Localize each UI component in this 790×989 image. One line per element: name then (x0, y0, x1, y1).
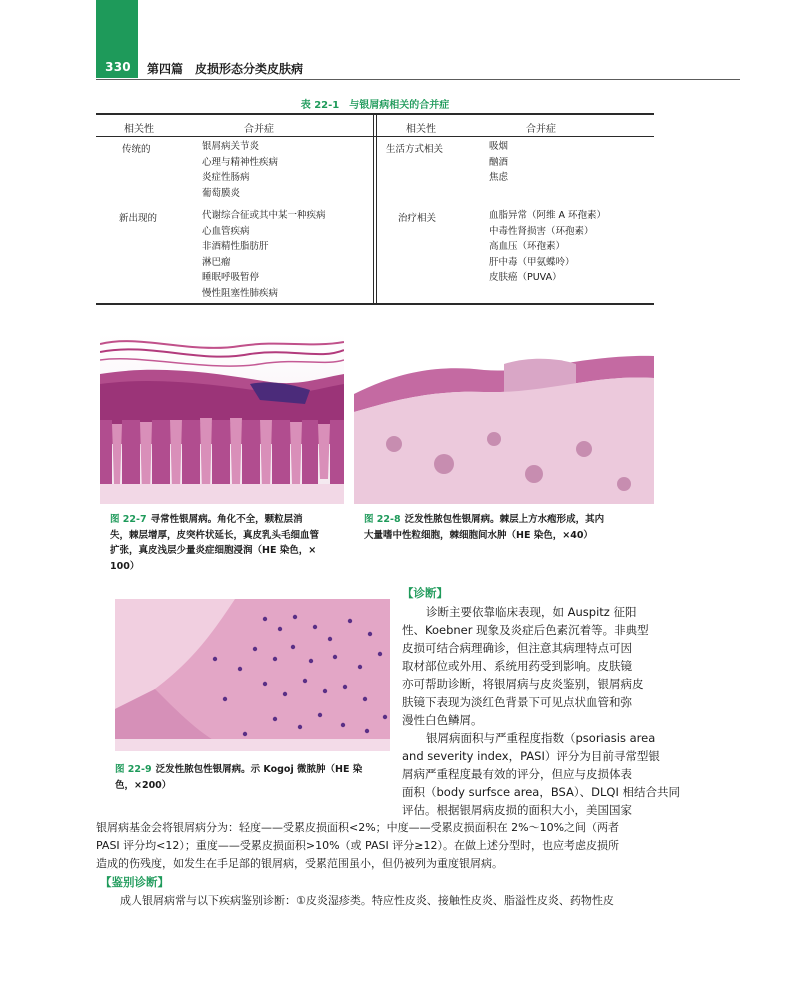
table-item: 代谢综合征或其中某一种疾病 (202, 210, 326, 221)
figure-22-8-caption: 图 22-8 泛发性脓包性银屑病。棘层上方水疱形成，其内 大量嗜中性粒细胞，棘细胞间水肿（HE 染色，×40） (364, 514, 605, 541)
comorbidity-table (96, 113, 654, 305)
differential-paragraph-1: 成人银屑病常与以下疾病鉴别诊断：①皮炎湿疹类。特应性皮炎、接触性皮炎、脂溢性皮炎、药物性皮 (120, 894, 614, 907)
table-item: 慢性阻塞性肺疾病 (202, 287, 279, 299)
table-item: 中毒性肾损害（环孢素） (489, 225, 594, 237)
table-header-rule (96, 136, 654, 137)
table-item: 焦虑 (489, 172, 509, 183)
table-cell-items (489, 139, 508, 186)
table-item: 心血管疾病 (202, 225, 250, 237)
col-header-relation-right: 相关性 (406, 124, 436, 135)
table-column-divider (373, 115, 374, 303)
running-head: 第四篇 皮损形态分类皮肤病 (147, 62, 304, 76)
col-header-relation-left: 相关性 (124, 124, 154, 135)
figure-22-8-micrograph (354, 334, 654, 504)
figure-number: 图 22-8 (364, 514, 401, 525)
header-rule (96, 79, 740, 80)
table-item: 淋巴瘤 (202, 256, 231, 268)
table-category: 传统的 (122, 144, 151, 155)
table-category: 生活方式相关 (386, 144, 444, 155)
figure-number: 图 22-9 (115, 764, 152, 775)
table-item: 睡眠呼吸暂停 (202, 272, 260, 283)
figure-22-7-micrograph (100, 334, 344, 504)
table-item: 酗酒 (489, 156, 509, 168)
col-header-comorbidity-right: 合并症 (526, 124, 556, 135)
diagnosis-paragraph-2-continued: 银屑病基金会将银屑病分为：轻度——受累皮损面积<2%；中度——受累皮损面积在 2%～10%之间（两者 PASI 评分均<12）；重度——受累皮损面积>10%（或 PASI 评分≥12）。在做上述分型时，也应考虑皮损所 造成的伤残度，如发生在手足部的银屑病，受累范围虽小，但仍被列为重度银屑病。 (96, 821, 620, 870)
table-category: 新出现的 (119, 213, 158, 224)
table-item: 高血压（环孢素） (489, 241, 566, 252)
table-item: 吸烟 (489, 141, 509, 152)
table-item: 皮肤癌（PUVA） (489, 272, 562, 283)
table-item: 心理与精神性疾病 (202, 156, 279, 168)
table-item: 肝中毒（甲氨蝶呤） (489, 256, 575, 268)
section-heading-diagnosis: 【诊断】 (402, 586, 448, 600)
diagnosis-paragraph-1: 诊断主要依靠临床表现，如 Auspitz 征阳 性、Koebner 现象及炎症后色素沉着等。非典型 皮损可结合病理确诊，但注意其病理特点可因 取材部位或外用、系统用药受到影响。皮肤镜 亦可帮助诊断，将银屑病与皮炎鉴别，银屑病皮 肤镜下表现为淡红色背景下可见点状血管和弥 漫性白色鳞屑。 (402, 605, 649, 727)
section-heading-differential: 【鉴别诊断】 (100, 875, 169, 889)
figure-22-9-micrograph (115, 599, 390, 751)
figure-22-7-caption: 图 22-7 寻常性银屑病。角化不全，颗粒层消 失，棘层增厚，皮突杵状延长，真皮乳头毛细血管 扩张，真皮浅层少量炎症细胞浸润（HE 染色，× 100） (110, 514, 320, 572)
diagnosis-paragraph-2: 银屑病面积与严重程度指数（psoriasis area and severity index，PASI）评分为目前寻常型银 屑病严重程度最有效的评分，但应与皮损体表 面积（body surfsce area，BSA）、DLQI 相结合共同 评估。根据银屑病皮损的面积大小，美国国家 (402, 731, 681, 817)
col-header-comorbidity-left: 合并症 (244, 124, 274, 135)
table-item: 非酒精性脂肪肝 (202, 241, 269, 252)
figure-number: 图 22-7 (110, 514, 147, 525)
table-column-divider (376, 115, 377, 303)
table-category: 治疗相关 (398, 213, 437, 224)
table-title: 表 22-1 与银屑病相关的合并症 (300, 100, 450, 111)
table-item: 炎症性肠病 (202, 172, 250, 183)
table-cell-items (489, 208, 606, 286)
figure-22-9-caption: 图 22-9 泛发性脓包性银屑病。示 Kogoj 微脓肿（HE 染 色，×200） (115, 764, 363, 791)
table-item: 血脂异常（阿维 A 环孢素） (489, 210, 607, 221)
table-cell-items (202, 139, 278, 201)
table-item: 葡萄膜炎 (202, 187, 241, 199)
table-cell-items (202, 208, 326, 301)
table-item: 银屑病关节炎 (202, 141, 260, 152)
page-number: 330 (105, 60, 131, 74)
